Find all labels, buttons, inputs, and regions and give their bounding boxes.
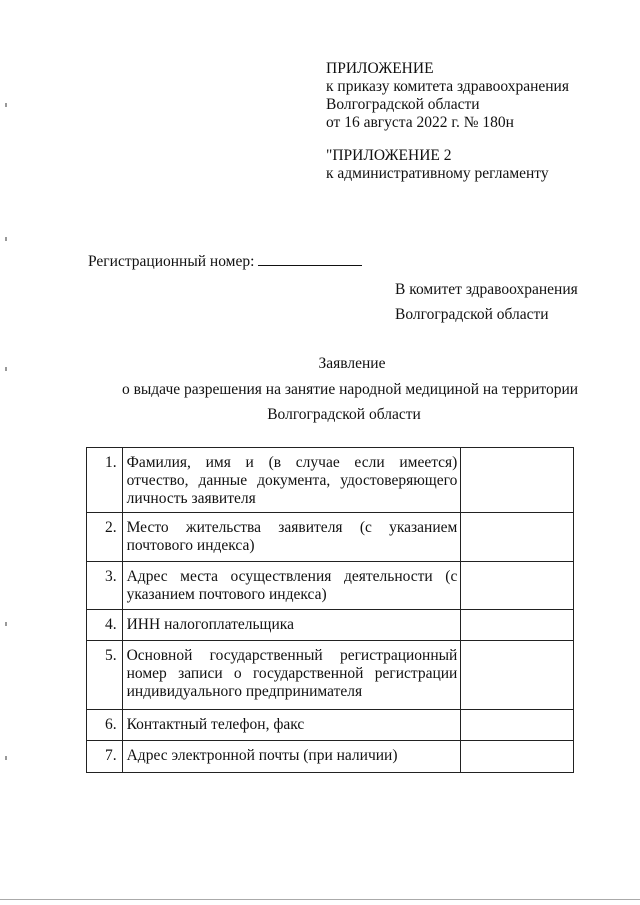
row-label: Основной государственный регистрационный номер записи о государственной регистрации индивидуального предпринимателя (122, 641, 461, 710)
scan-margin-mark (5, 103, 7, 107)
addressee-line-2: Волгоградской области (395, 306, 549, 323)
appendix-header (326, 60, 569, 132)
row-value-field[interactable] (461, 448, 574, 513)
appendix2-regulation-line: к административному регламенту (326, 165, 549, 182)
row-label: Место жительства заявителя (с указанием почтового индекса) (122, 513, 461, 562)
row-label: Адрес электронной почты (при наличии) (122, 741, 461, 773)
addressee-line-1: В комитет здравоохранения (395, 281, 578, 298)
row-number: 4. (87, 610, 123, 641)
row-number: 1. (87, 448, 123, 513)
row-number: 2. (87, 513, 123, 562)
scan-margin-mark (5, 622, 7, 626)
appendix-title: ПРИЛОЖЕНИЕ (326, 60, 434, 77)
scan-margin-mark (5, 756, 7, 760)
table-row (87, 741, 574, 773)
addressee-block (395, 277, 578, 327)
row-value-field[interactable] (461, 741, 574, 773)
row-value-field[interactable] (461, 610, 574, 641)
scan-margin-mark (5, 367, 7, 371)
row-number: 5. (87, 641, 123, 710)
appendix-region-line: Волгоградской области (326, 96, 480, 113)
document-subtitle-line-1: о выдаче разрешения на занятие народной медициной на территории (121, 381, 579, 398)
row-value-field[interactable] (461, 562, 574, 610)
row-number: 6. (87, 710, 123, 741)
row-value-field[interactable] (461, 641, 574, 710)
registration-number-blank[interactable] (258, 251, 362, 266)
appendix2-header (326, 147, 549, 183)
row-value-field[interactable] (461, 513, 574, 562)
registration-number-label: Регистрационный номер: (88, 253, 255, 270)
document-subtitle-line-2: Волгоградской области (267, 406, 421, 423)
document-title: Заявление (318, 355, 386, 372)
registration-number (88, 251, 362, 271)
table-row (87, 641, 574, 710)
row-label: Фамилия, имя и (в случае если имеется) отчество, данные документа, удостоверяющего личность заявителя (122, 448, 461, 513)
table-row (87, 513, 574, 562)
appendix-order-line: к приказу комитета здравоохранения (326, 78, 569, 95)
row-label: Адрес места осуществления деятельности (с указанием почтового индекса) (122, 562, 461, 610)
row-number: 3. (87, 562, 123, 610)
table-row (87, 562, 574, 610)
appendix2-title: "ПРИЛОЖЕНИЕ 2 (326, 147, 452, 164)
application-form-table (86, 447, 574, 773)
table-row (87, 448, 574, 513)
row-value-field[interactable] (461, 710, 574, 741)
scan-margin-mark (5, 237, 7, 241)
scan-bottom-edge (0, 899, 640, 900)
table-row (87, 710, 574, 741)
row-number: 7. (87, 741, 123, 773)
table-row (87, 610, 574, 641)
row-label: Контактный телефон, факс (122, 710, 461, 741)
appendix-date-line: от 16 августа 2022 г. № 180н (326, 114, 514, 131)
row-label: ИНН налогоплательщика (122, 610, 461, 641)
